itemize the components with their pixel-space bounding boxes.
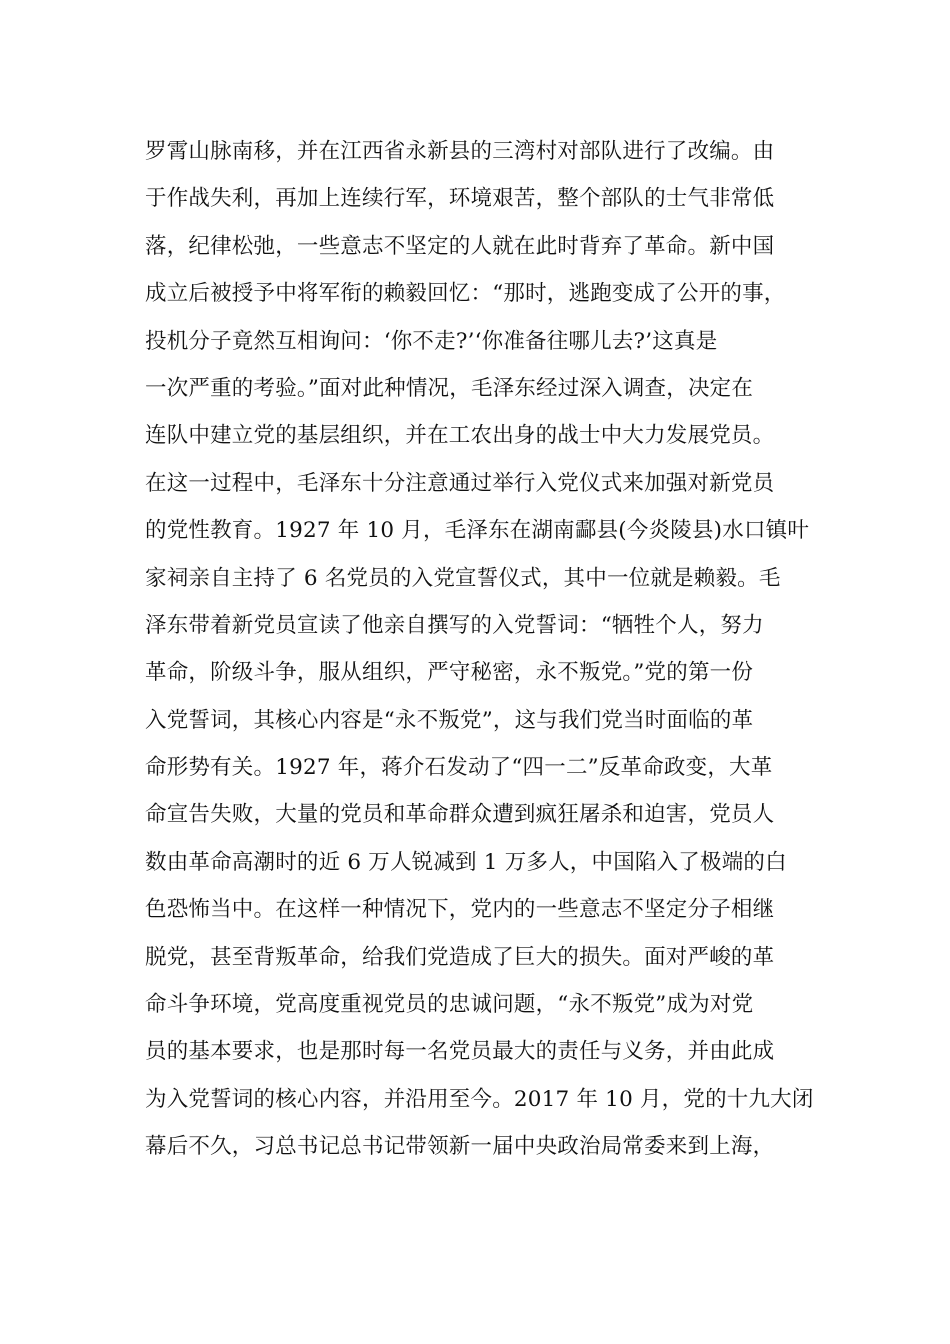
text-line: 色恐怖当中。在这样一种情况下，党内的一些意志不坚定分子相继 [145, 897, 775, 923]
text-line: 成立后被授予中将军衔的赖毅回忆：“那时，逃跑变成了公开的事， [145, 281, 786, 307]
text-line: 泽东带着新党员宣读了他亲自撰写的入党誓词：“牺牲个人，努力 [145, 612, 764, 638]
text-line: 员的基本要求，也是那时每一名党员最大的责任与义务，并由此成 [145, 1039, 775, 1065]
text-line: 命形势有关。1927 年，蒋介石发动了“四一二”反革命政变，大革 [145, 755, 773, 781]
text-line: 投机分子竟然互相询问：‘你不走?’‘你准备往哪儿去?’这真是 [145, 328, 718, 354]
text-line: 一次严重的考验。”面对此种情况，毛泽东经过深入调查，决定在 [145, 375, 754, 401]
text-line: 的党性教育。1927 年 10 月，毛泽东在湖南酃县(今炎陵县)水口镇叶 [145, 518, 810, 544]
text-line: 命斗争环境，党高度重视党员的忠诚问题，“永不叛党”成为对党 [145, 992, 754, 1018]
text-line: 连队中建立党的基层组织，并在工农出身的战士中大力发展党员。 [145, 423, 775, 449]
text-line: 在这一过程中，毛泽东十分注意通过举行入党仪式来加强对新党员 [145, 470, 775, 496]
text-line: 于作战失利，再加上连续行军，环境艰苦，整个部队的士气非常低 [145, 186, 775, 212]
text-line: 入党誓词，其核心内容是“永不叛党”，这与我们党当时面临的革 [145, 707, 754, 733]
text-line: 罗霄山脉南移，并在江西省永新县的三湾村对部队进行了改编。由 [145, 139, 775, 164]
text-line: 数由革命高潮时的近 6 万人锐减到 1 万多人，中国陷入了极端的白 [145, 849, 787, 875]
text-line: 为入党誓词的核心内容，并沿用至今。2017 年 10 月，党的十九大闭 [145, 1086, 814, 1112]
text-line: 命宣告失败，大量的党员和革命群众遭到疯狂屠杀和迫害，党员人 [145, 802, 775, 828]
text-line: 脱党，甚至背叛革命，给我们党造成了巨大的损失。面对严峻的革 [145, 944, 775, 970]
text-line: 幕后不久，习总书记总书记带领新一届中央政治局常委来到上海， [145, 1134, 775, 1160]
body-text [145, 128, 815, 1171]
text-line: 落，纪律松弛，一些意志不坚定的人就在此时背弃了革命。新中国 [145, 233, 775, 259]
text-line: 家祠亲自主持了 6 名党员的入党宣誓仪式，其中一位就是赖毅。毛 [145, 565, 781, 591]
text-line: 革命，阶级斗争，服从组织，严守秘密，永不叛党。”党的第一份 [145, 660, 754, 686]
